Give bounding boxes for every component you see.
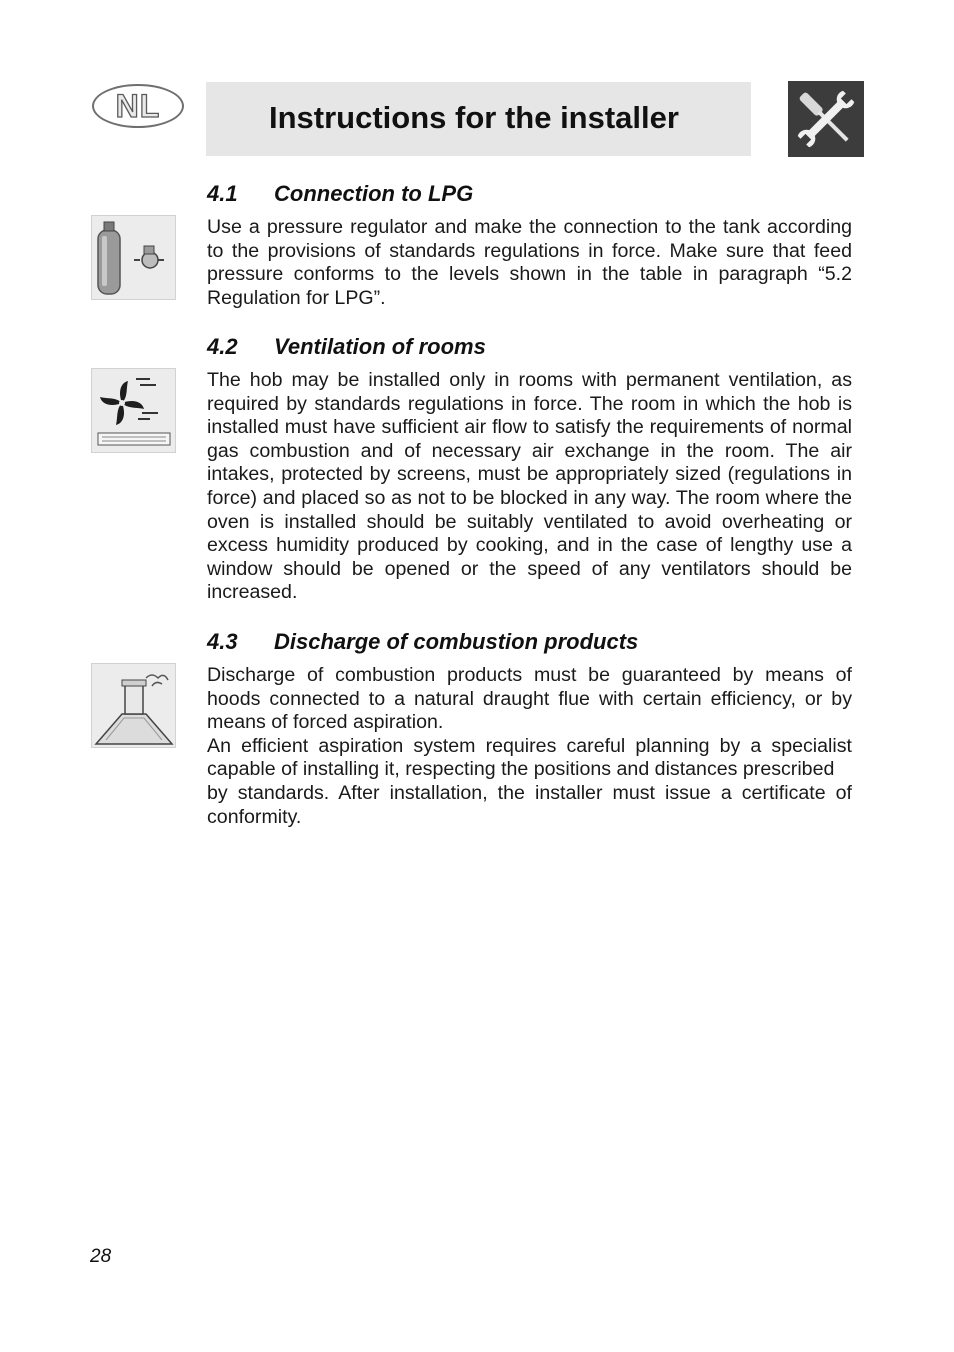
section-number: 4.3 [207,629,238,654]
section-title: Ventilation of rooms [274,334,486,359]
section-body-4-2 [207,369,852,605]
section-heading-4-3 [207,629,638,655]
section-heading-4-2 [207,334,486,360]
paragraph: An efficient aspiration system requires careful planning by a specialist capable of installing it, respecting the positions and distances prescribed [207,734,852,781]
extractor-hood-icon [91,663,176,748]
page-title: Instructions for the installer [269,100,679,135]
section-number: 4.1 [207,181,238,206]
section-number: 4.2 [207,334,238,359]
header-title-bar [206,82,751,156]
language-badge: NL [92,84,184,128]
section-heading-4-1 [207,181,473,207]
page-number: 28 [90,1246,112,1267]
ventilation-fan-icon [91,368,176,453]
paragraph: Discharge of combustion products must be guaranteed by means of hoods connected to a natural draught flue with certain efficiency, or by means of forced aspiration. [207,664,852,734]
wrench-screwdriver-icon [788,81,864,157]
paragraph: by standards. After installation, the installer must issue a certificate of conformity. [207,781,852,828]
section-title: Discharge of combustion products [274,629,639,654]
section-title: Connection to LPG [274,181,474,206]
section-body-4-1 [207,216,852,310]
section-body-4-3 [207,664,852,829]
paragraph: The hob may be installed only in rooms with permanent ventilation, as required by standards regulations in force. The room in which the hob is installed must have sufficient air flow to satisfy the requirements of normal gas combustion and of necessary air exchange in the room. The air intakes, protected by screens, must be appropriately sized (regulations in force) and placed so as not to be blocked in any way. The room where the oven is installed should be suitably ventilated to avoid overheating or excess humidity produced by cooking, and in the case of lengthy use a window should be opened or the speed of any ventilators should be increased. [207,369,852,604]
paragraph: Use a pressure regulator and make the connection to the tank according to the provisions of standards regulations in force. Make sure that feed pressure conforms to the levels shown in the table in paragraph “5.2 Regulation for LPG”. [207,216,852,309]
gas-cylinder-icon [91,215,176,300]
